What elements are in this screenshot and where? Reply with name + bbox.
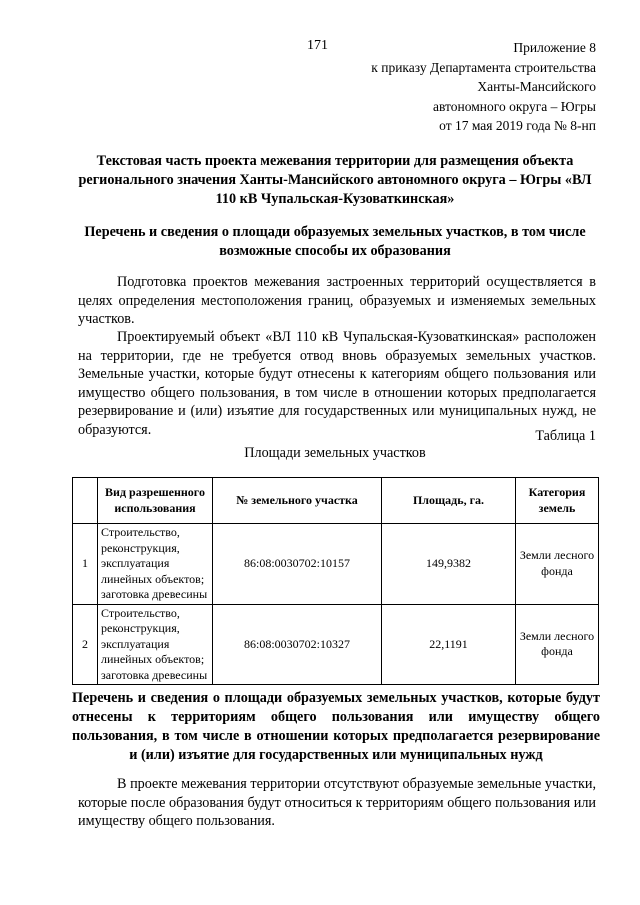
cell-use: Строительство, реконструкция, эксплуатация линейных объектов; заготовка древесины (98, 604, 213, 685)
section-heading: Перечень и сведения о площади образуемых земельных участков, которые будут отнесены к территориям общего пользования или имуществу общего пользования, в том числе в отношении которых предполагается резервирование и (или) изъятие для государственных или муниципальных нужд (72, 690, 600, 763)
table-row (73, 604, 599, 685)
appendix-header (296, 38, 596, 136)
appendix-line: от 17 мая 2019 года № 8-нп (439, 118, 596, 133)
section-heading: Перечень и сведения о площади образуемых земельных участков, в том числе возможные способы их образования (84, 224, 586, 259)
cell-area: 22,1191 (382, 604, 516, 685)
header-cell-area: Площадь, га. (382, 478, 516, 524)
cell-category: Земли лесного фонда (516, 604, 599, 685)
cell-number: 2 (73, 604, 98, 685)
paragraph: Подготовка проектов межевания застроенных территорий осуществляется в целях определения местоположения границ, образуемых и изменяемых земельных участков. (78, 274, 596, 327)
header-cell-cadastral: № земельного участка (213, 478, 382, 524)
appendix-line: к приказу Департамента строительства (371, 59, 596, 75)
cell-area: 149,9382 (382, 524, 516, 605)
page-number: 171 (307, 38, 328, 53)
header-cell-category: Категория земель (516, 478, 599, 524)
table-caption: Площади земельных участков (244, 445, 426, 461)
appendix-line: Приложение 8 (513, 40, 596, 55)
paragraph: Проектируемый объект «ВЛ 110 кВ Чупальская-Кузоваткинская» расположен на территории, где не требуется отвод вновь образуемых земельных участков. Земельные участки, которые будут отнесены к категориям общего пользования или имущество общего пользования, в том числе в отношении которых предполагается резервирование и (или) изъятие для государственных или муниципальных нужд, не образуются. (78, 329, 596, 438)
cell-cadastral: 86:08:0030702:10327 (213, 604, 382, 685)
appendix-line: Ханты-Мансийского (477, 79, 596, 94)
appendix-line: автономного округа – Югры (433, 98, 596, 114)
cell-cadastral: 86:08:0030702:10157 (213, 524, 382, 605)
table-header-row (73, 478, 599, 524)
table-number: Таблица 1 (535, 428, 596, 444)
document-title: Текстовая часть проекта межевания территории для размещения объекта регионального значения Ханты-Мансийского автономного округа – Югры «ВЛ 110 кВ Чупальская-Кузоваткинская» (78, 153, 592, 207)
land-plots-table (72, 477, 599, 685)
paragraph: В проекте межевания территории отсутствуют образуемые земельные участки, которые после образования будут относиться к территориям общего пользования или имуществу общего пользования. (78, 776, 596, 829)
header-cell-use: Вид разрешенного использования (98, 478, 213, 524)
cell-number: 1 (73, 524, 98, 605)
header-cell-number (73, 478, 98, 524)
table-row (73, 524, 599, 605)
cell-use: Строительство, реконструкция, эксплуатация линейных объектов; заготовка древесины (98, 524, 213, 605)
cell-category: Земли лесного фонда (516, 524, 599, 605)
